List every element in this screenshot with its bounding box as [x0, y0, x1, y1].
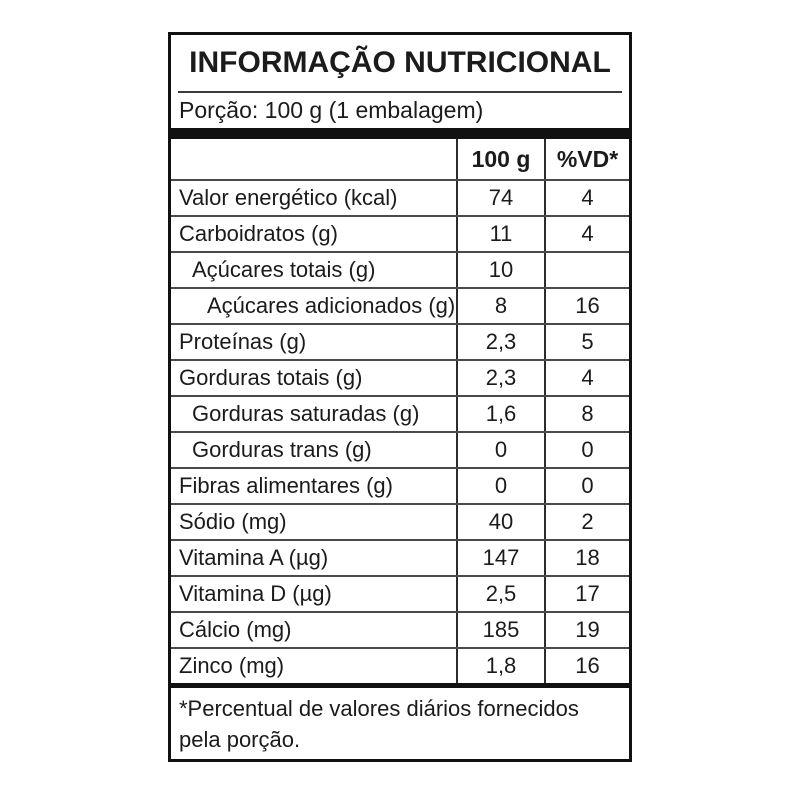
table-row: [171, 359, 629, 395]
row-label: Gorduras saturadas (g): [171, 397, 458, 431]
column-header-blank: [171, 139, 458, 179]
row-label: Carboidratos (g): [171, 217, 458, 251]
nutrition-table: [168, 32, 632, 762]
table-row: [171, 575, 629, 611]
row-vd: [546, 253, 629, 287]
row-vd: 4: [581, 365, 594, 390]
row-amount: 10: [458, 253, 546, 287]
table-row: [171, 179, 629, 215]
row-vd: 8: [581, 401, 594, 426]
table-row: [171, 431, 629, 467]
row-amount: 147: [458, 541, 546, 575]
row-amount: 2,3: [458, 361, 546, 395]
row-vd: 19: [575, 617, 600, 642]
row-amount: 8: [458, 289, 546, 323]
row-amount: 74: [458, 181, 546, 215]
row-vd: 17: [575, 581, 600, 606]
table-row: [171, 467, 629, 503]
table-row: [171, 287, 629, 323]
table-title: INFORMAÇÃO NUTRICIONAL: [189, 46, 611, 79]
row-vd: 2: [581, 509, 594, 534]
serving-info: Porção: 100 g (1 embalagem): [179, 97, 484, 123]
row-label: Vitamina A (µg): [171, 541, 458, 575]
row-label: Cálcio (mg): [171, 613, 458, 647]
row-label: Vitamina D (µg): [171, 577, 458, 611]
row-label: Zinco (mg): [171, 649, 458, 683]
row-amount: 185: [458, 613, 546, 647]
row-label: Fibras alimentares (g): [171, 469, 458, 503]
row-vd: 4: [581, 221, 594, 246]
row-label: Valor energético (kcal): [171, 181, 458, 215]
row-label: Gorduras totais (g): [171, 361, 458, 395]
row-amount: 2,3: [458, 325, 546, 359]
table-row: [171, 395, 629, 431]
table-row: [171, 215, 629, 251]
footer-note: *Percentual de valores diários fornecidos pela porção.: [179, 696, 579, 752]
row-amount: 40: [458, 505, 546, 539]
row-vd: 0: [581, 473, 594, 498]
column-header-amount: 100 g: [458, 139, 546, 179]
table-row: [171, 647, 629, 683]
row-amount: 1,6: [458, 397, 546, 431]
row-amount: 0: [458, 469, 546, 503]
table-row: [171, 251, 629, 287]
row-label: Açúcares adicionados (g): [171, 289, 458, 323]
row-amount: 0: [458, 433, 546, 467]
column-header-vd: %VD*: [556, 145, 619, 172]
row-amount: 1,8: [458, 649, 546, 683]
row-vd: 16: [575, 293, 600, 318]
row-label: Açúcares totais (g): [171, 253, 458, 287]
row-label: Gorduras trans (g): [171, 433, 458, 467]
row-vd: 18: [575, 545, 600, 570]
row-label: Proteínas (g): [171, 325, 458, 359]
table-row: [171, 611, 629, 647]
row-vd: 5: [581, 329, 594, 354]
row-label: Sódio (mg): [171, 505, 458, 539]
table-row: [171, 503, 629, 539]
table-row: [171, 539, 629, 575]
column-header-row: [171, 139, 629, 179]
header-bar: [171, 128, 629, 139]
row-vd: 16: [575, 653, 600, 678]
table-body: [171, 179, 629, 683]
row-amount: 11: [458, 217, 546, 251]
row-vd: 4: [581, 185, 594, 210]
table-row: [171, 323, 629, 359]
row-vd: 0: [581, 437, 594, 462]
row-amount: 2,5: [458, 577, 546, 611]
